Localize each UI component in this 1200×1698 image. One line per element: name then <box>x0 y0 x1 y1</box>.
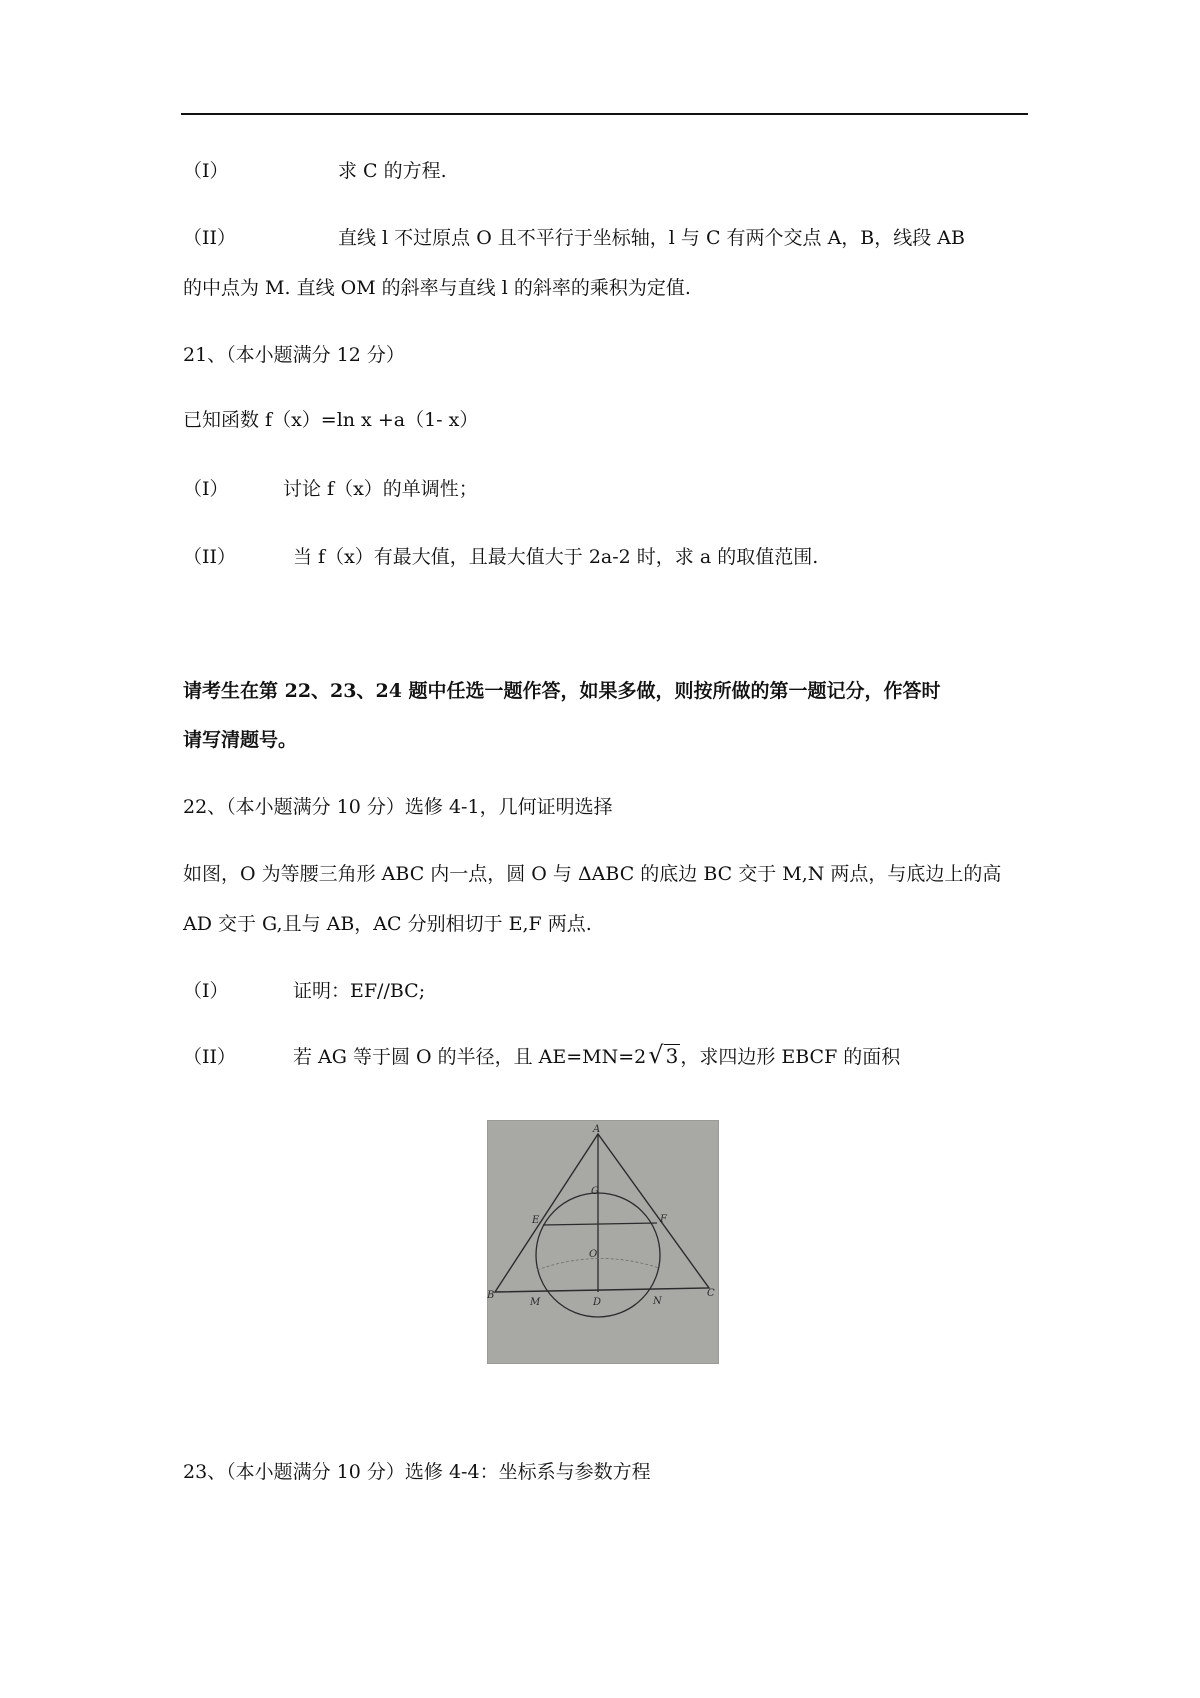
q22-part1-label: （I） <box>183 980 229 1002</box>
label-d: D <box>593 1297 602 1308</box>
label-f: F <box>660 1214 667 1225</box>
q22-part2-label: （II） <box>183 1046 237 1068</box>
geometry-figure-svg <box>487 1120 719 1364</box>
label-g: G <box>591 1186 599 1197</box>
q22-part1 <box>183 979 425 1003</box>
q21-intro: 已知函数 f（x）=ln x +a（1- x） <box>183 409 479 431</box>
header-rule <box>181 113 1028 115</box>
q22-part2 <box>183 1041 901 1069</box>
label-o: O <box>589 1249 598 1260</box>
q20-part2-continued: 的中点为 M. 直线 OM 的斜率与直线 l 的斜率的乘积为定值. <box>183 277 691 299</box>
q21-part2 <box>183 545 818 569</box>
q20-part1-label: （I） <box>183 160 229 182</box>
q21-part1 <box>183 477 478 501</box>
q22-intro-line1: 如图，O 为等腰三角形 ABC 内一点，圆 O 与 ΔABC 的底边 BC 交于 M,N 两点，与底边上的高 <box>183 863 1002 885</box>
label-m: M <box>530 1297 541 1308</box>
label-a: A <box>593 1124 601 1135</box>
q21-part1-text: 讨论 f（x）的单调性； <box>283 478 478 500</box>
figure-background <box>487 1120 719 1364</box>
q22-title: 22、（本小题满分 10 分）选修 4-1，几何证明选择 <box>183 796 613 818</box>
q20-part2-label: （II） <box>183 227 237 249</box>
q20-part2-text: 直线 l 不过原点 O 且不平行于坐标轴，l 与 C 有两个交点 A，B，线段 AB <box>338 227 965 249</box>
q23-title: 23、（本小题满分 10 分）选修 4-4：坐标系与参数方程 <box>183 1461 651 1483</box>
notice-line2: 请写清题号。 <box>183 729 298 751</box>
q22-part2-text-before: 若 AG 等于圆 O 的半径，且 AE=MN=2 <box>293 1046 647 1068</box>
geometry-figure <box>487 1120 719 1364</box>
label-b: B <box>487 1290 495 1301</box>
q20-part1-text: 求 C 的方程. <box>338 160 447 182</box>
sqrt-radicand: 3 <box>665 1044 679 1068</box>
sqrt-expression <box>646 1041 680 1069</box>
q21-part2-label: （II） <box>183 546 237 568</box>
q22-part2-text-after: ，求四边形 EBCF 的面积 <box>680 1046 901 1068</box>
q22-part1-text: 证明：EF//BC; <box>293 980 426 1002</box>
q22-intro-line2: AD 交于 G,且与 AB，AC 分别相切于 E,F 两点. <box>183 913 592 935</box>
label-e: E <box>532 1215 540 1226</box>
q20-part1 <box>183 159 447 183</box>
sqrt-symbol: √ <box>648 1041 664 1069</box>
q21-part2-text: 当 f（x）有最大值，且最大值大于 2a-2 时，求 a 的取值范围. <box>293 546 819 568</box>
label-c: C <box>707 1288 715 1299</box>
label-n: N <box>653 1296 662 1307</box>
q21-part1-label: （I） <box>183 478 229 500</box>
q21-title: 21、（本小题满分 12 分） <box>183 344 405 366</box>
notice-line1: 请考生在第 22、23、24 题中任选一题作答，如果多做，则按所做的第一题记分，作答时 <box>183 680 941 702</box>
q20-part2 <box>183 226 965 250</box>
